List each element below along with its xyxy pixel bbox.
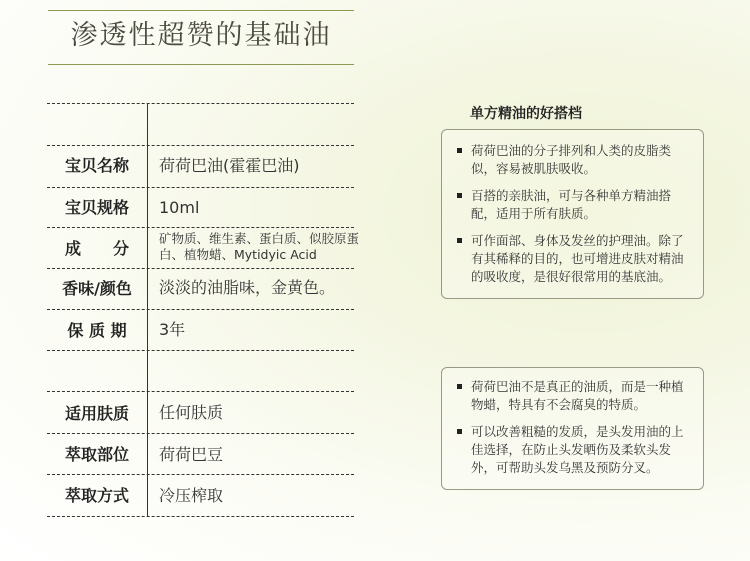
info-box-2 [441, 367, 704, 490]
list-item: 荷荷巴油不是真正的油质，而是一种植物蜡，特具有不会腐臭的特质。 [442, 378, 703, 414]
row-value: 荷荷巴豆 [159, 445, 224, 464]
table-divider [47, 227, 354, 228]
bullet-icon [457, 384, 462, 389]
table-divider [47, 268, 354, 269]
row-label: 萃取方式 [64, 486, 129, 505]
table-divider [47, 516, 354, 517]
table-divider [47, 350, 354, 351]
row-label: 宝贝规格 [64, 198, 129, 217]
row-value: 矿物质、维生素、蛋白质、似胶原蛋白、植物蜡、Mytidyic Acid [159, 231, 360, 262]
title-top-rule [48, 10, 354, 11]
table-divider [47, 145, 354, 146]
row-value: 淡淡的油脂味，金黄色。 [159, 278, 336, 297]
bullet-icon [457, 429, 462, 434]
list-item: 百搭的亲肤油，可与各种单方精油搭配，适用于所有肤质。 [442, 187, 703, 223]
row-label: 保 质 期 [67, 321, 127, 340]
row-value: 3年 [159, 320, 186, 339]
info-box-1 [441, 129, 704, 299]
row-value: 10ml [159, 198, 200, 217]
row-label: 香味/颜色 [62, 279, 132, 298]
table-divider [47, 474, 354, 475]
title-bottom-rule [48, 64, 354, 65]
table-divider [47, 433, 354, 434]
table-divider [47, 391, 354, 392]
list-item: 可作面部、身体及发丝的护理油。除了有其稀释的目的，也可增进皮肤对精油的吸收度，是很好很常用的基底油。 [442, 232, 703, 286]
row-label: 成 分 [64, 239, 129, 258]
list-item: 荷荷巴油的分子排列和人类的皮脂类似，容易被肌肤吸收。 [442, 142, 703, 178]
section-title: 单方精油的好搭档 [470, 106, 582, 122]
row-value: 任何肤质 [159, 403, 224, 422]
row-label: 宝贝名称 [64, 156, 129, 175]
page-title: 渗透性超赞的基础油 [70, 20, 332, 51]
bullet-icon [457, 238, 462, 243]
table-column-divider [147, 103, 148, 517]
row-value: 荷荷巴油(霍霍巴油) [159, 156, 300, 175]
table-divider [47, 187, 354, 188]
row-label: 萃取部位 [64, 445, 129, 464]
row-label: 适用肤质 [64, 404, 129, 423]
bullet-icon [457, 148, 462, 153]
bullet-icon [457, 193, 462, 198]
table-divider [47, 103, 354, 104]
table-divider [47, 309, 354, 310]
list-item: 可以改善粗糙的发质，是头发用油的上佳选择，在防止头发晒伤及柔软头发外，可帮助头发乌黑及预防分叉。 [442, 423, 703, 477]
row-value: 冷压榨取 [159, 486, 224, 505]
